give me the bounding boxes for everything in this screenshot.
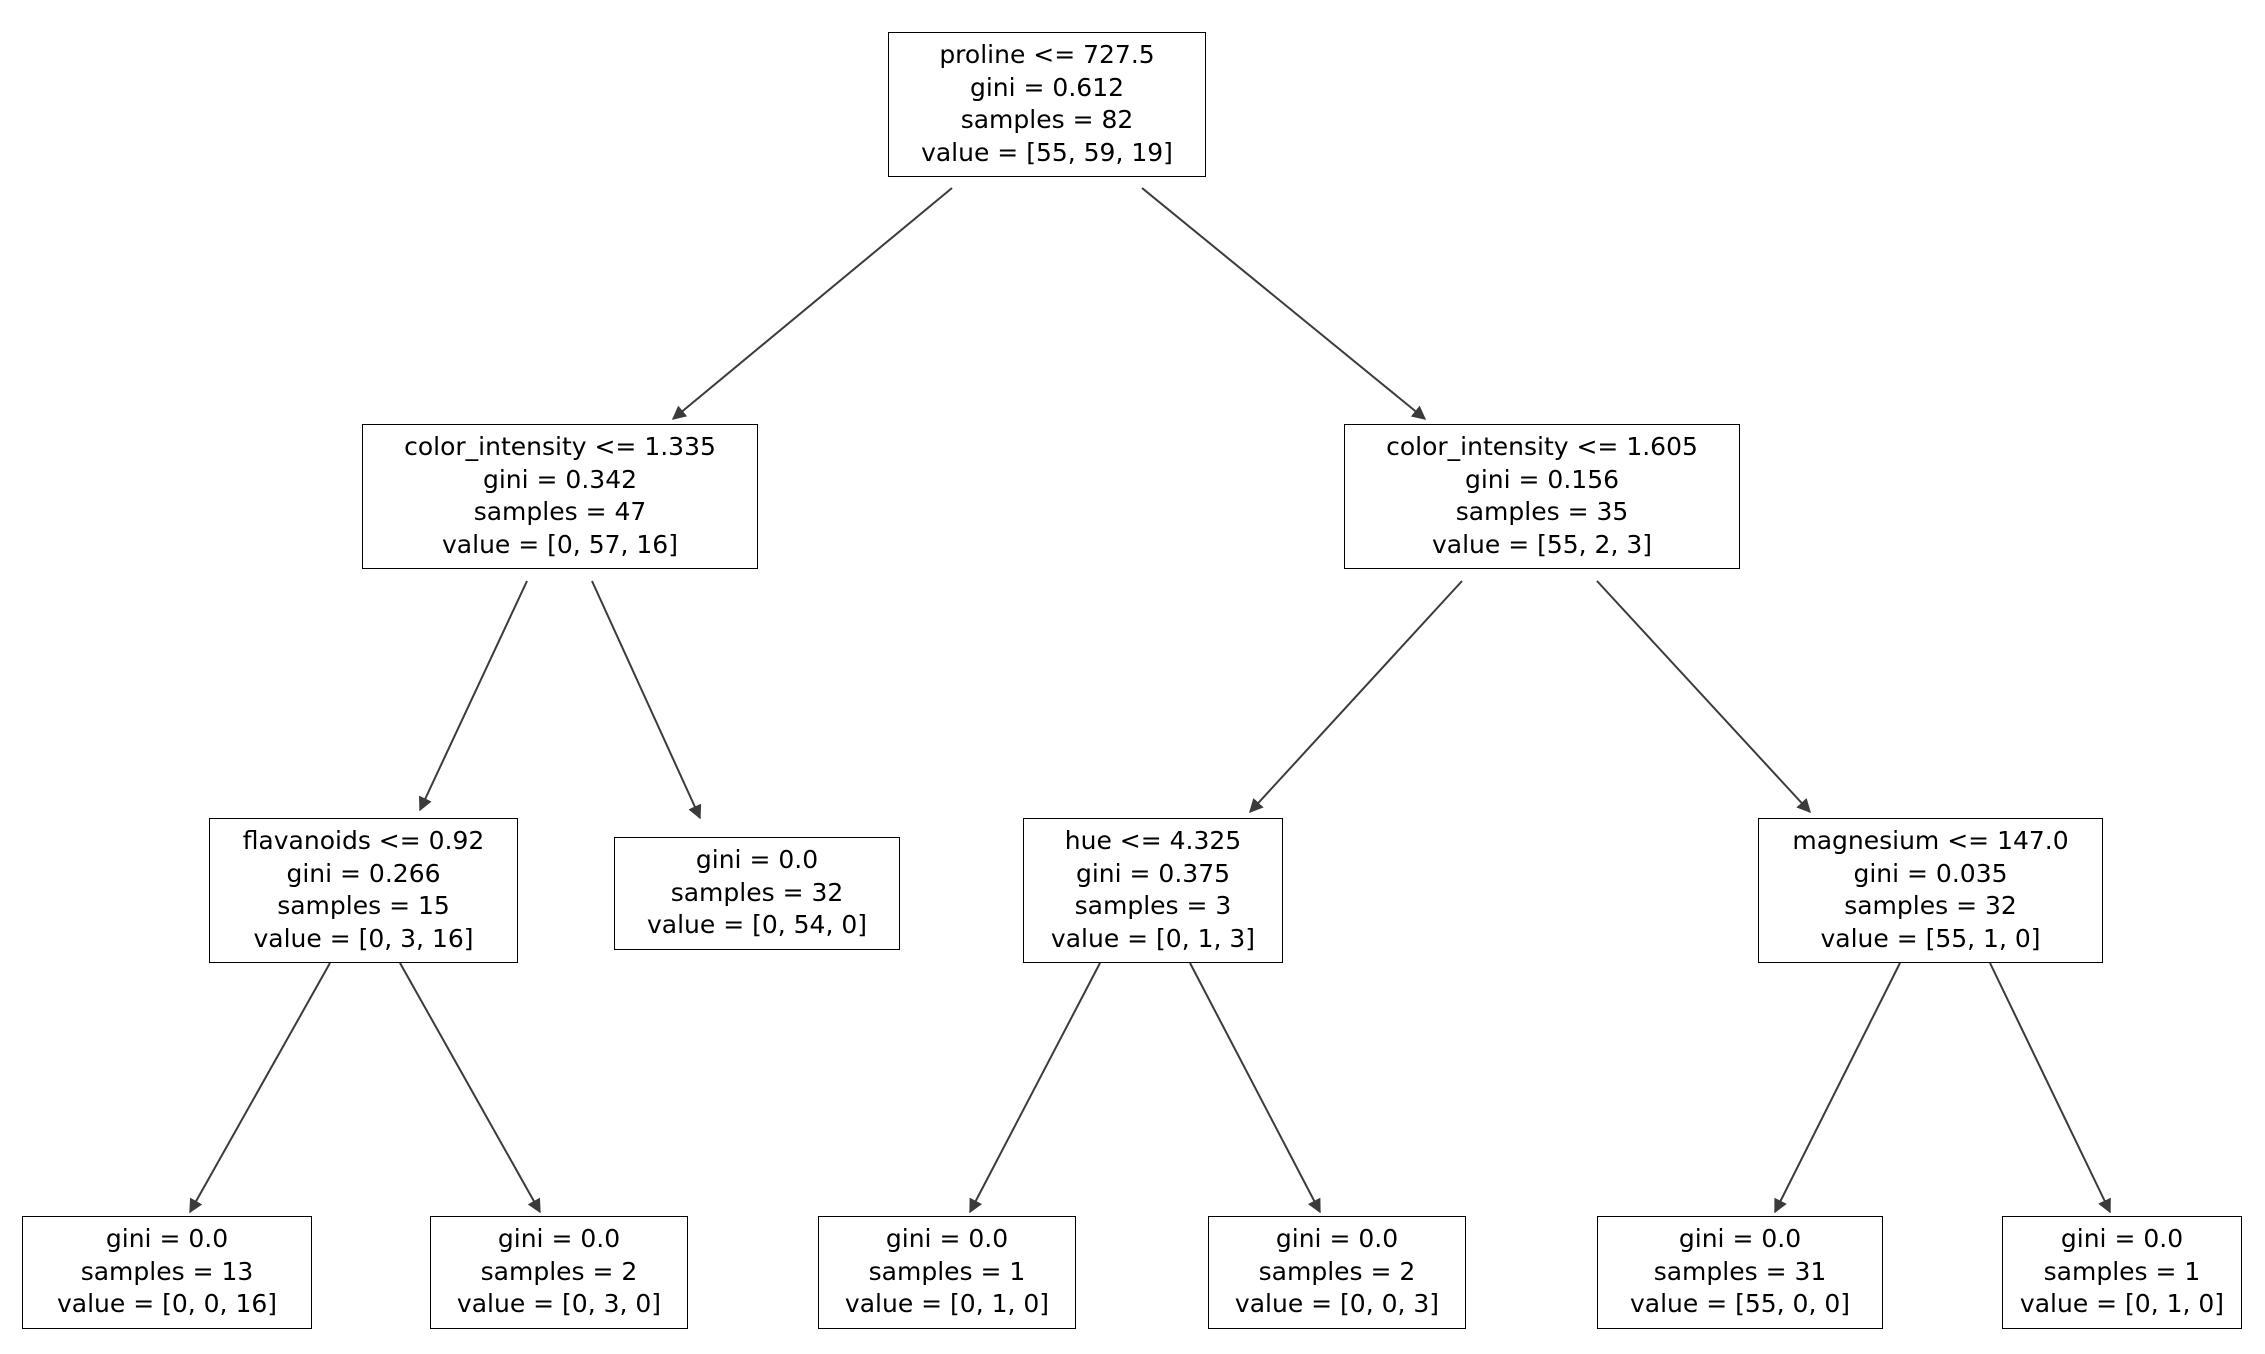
node-line: proline <= 727.5: [939, 40, 1155, 69]
node-line: samples = 2: [1258, 1256, 1416, 1286]
node-line: flavanoids <= 0.92: [242, 826, 485, 855]
node-line: gini = 0.0: [695, 845, 819, 874]
node-line: value = [55, 1, 0]: [1820, 923, 2041, 953]
node-line: samples = 35: [1455, 497, 1629, 526]
node-line: value = [0, 1, 0]: [844, 1289, 1050, 1318]
node-line: samples = 82: [960, 105, 1134, 134]
tree-node-leaf[interactable]: [22, 1216, 312, 1329]
node-line: samples = 15: [277, 891, 450, 920]
node-line: gini = 0.0: [105, 1224, 229, 1253]
node-line: value = [55, 59, 19]: [921, 137, 1173, 167]
edge-n5-left: [970, 963, 1100, 1212]
node-line: gini = 0.0: [2060, 1224, 2184, 1253]
node-line: samples = 1: [2043, 1256, 2201, 1286]
node-line: gini = 0.0: [1678, 1224, 1802, 1253]
node-line: samples = 32: [1844, 891, 2017, 920]
node-line: gini = 0.156: [1464, 464, 1620, 494]
node-line: samples = 31: [1653, 1256, 1827, 1286]
node-line: value = [0, 0, 16]: [56, 1289, 278, 1318]
node-line: color_intensity <= 1.335: [404, 432, 716, 461]
tree-node-internal[interactable]: [1758, 818, 2103, 963]
edge-n1-left: [420, 581, 527, 810]
tree-node-internal[interactable]: [1344, 424, 1740, 569]
node-line: value = [0, 3, 0]: [456, 1289, 662, 1318]
tree-node-internal[interactable]: [1023, 818, 1283, 963]
node-line: value = [55, 0, 0]: [1629, 1289, 1851, 1318]
node-line: gini = 0.342: [482, 464, 638, 494]
edge-n6-left: [1775, 963, 1900, 1212]
node-line: samples = 13: [80, 1256, 254, 1286]
edge-n2-left: [1250, 581, 1462, 812]
node-line: gini = 0.266: [286, 858, 441, 888]
tree-node-leaf[interactable]: [818, 1216, 1076, 1329]
edge-n1-right: [592, 581, 700, 818]
node-line: value = [0, 0, 3]: [1234, 1289, 1440, 1318]
tree-node-leaf[interactable]: [430, 1216, 688, 1329]
edge-n5-right: [1190, 963, 1320, 1212]
edge-n6-right: [1990, 963, 2110, 1212]
node-line: gini = 0.0: [497, 1224, 621, 1253]
edge-n2-right: [1597, 581, 1810, 812]
node-line: samples = 2: [480, 1256, 638, 1286]
node-line: value = [55, 2, 3]: [1431, 529, 1653, 559]
node-line: value = [0, 1, 0]: [2019, 1289, 2225, 1318]
node-line: samples = 32: [670, 877, 844, 907]
node-line: magnesium <= 147.0: [1792, 826, 2069, 855]
node-line: samples = 1: [868, 1256, 1026, 1286]
node-line: value = [0, 3, 16]: [253, 923, 474, 953]
node-line: value = [0, 54, 0]: [646, 910, 868, 939]
node-line: gini = 0.375: [1075, 858, 1231, 888]
node-line: gini = 0.0: [1275, 1224, 1399, 1253]
node-line: gini = 0.035: [1853, 858, 2008, 888]
node-line: value = [0, 57, 16]: [442, 529, 678, 559]
node-line: samples = 47: [473, 497, 647, 526]
node-line: color_intensity <= 1.605: [1386, 432, 1698, 461]
node-line: hue <= 4.325: [1064, 826, 1242, 855]
tree-node-leaf[interactable]: [1208, 1216, 1466, 1329]
node-line: value = [0, 1, 3]: [1050, 923, 1256, 953]
node-line: samples = 3: [1074, 891, 1232, 920]
edge-n3-right: [400, 963, 540, 1212]
tree-node-internal[interactable]: [362, 424, 758, 569]
edge-root-left: [673, 188, 952, 419]
node-line: gini = 0.0: [885, 1224, 1009, 1253]
edge-root-right: [1142, 188, 1425, 419]
tree-node-root[interactable]: [888, 32, 1206, 177]
edge-n3-left: [190, 963, 330, 1212]
tree-node-internal[interactable]: [209, 818, 518, 963]
tree-node-leaf[interactable]: [2002, 1216, 2242, 1329]
node-line: gini = 0.612: [969, 72, 1125, 102]
tree-node-leaf[interactable]: [1597, 1216, 1883, 1329]
tree-node-leaf[interactable]: [614, 837, 900, 950]
